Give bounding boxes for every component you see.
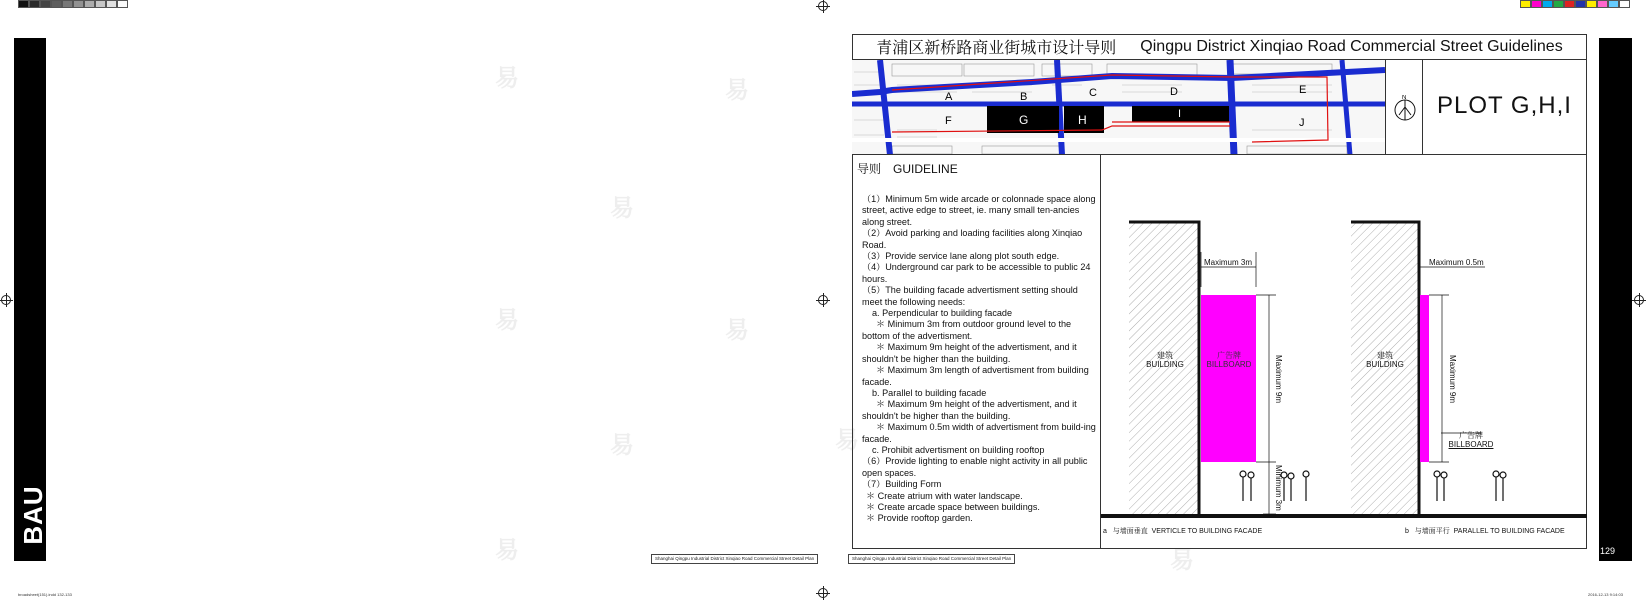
watermark: 易 <box>495 65 519 92</box>
guideline-line: （6）Provide lighting to enable night activity in all public open spaces. <box>862 456 1088 478</box>
registration-mark-left <box>1 295 11 305</box>
guideline-line: （3）Provide service lane along plot south edge. <box>862 251 1060 262</box>
caption-b-letter: b <box>1405 528 1409 535</box>
guideline-line: （7）Building Form <box>862 479 942 490</box>
plot-label-a: A <box>945 91 953 103</box>
left-billboard-label <box>1203 351 1255 369</box>
registration-mark-right <box>1634 295 1644 305</box>
plot-label-c: C <box>1089 87 1097 99</box>
caption-a-cn: 与墙面垂直 <box>1112 528 1148 535</box>
page-number: 129 <box>1600 546 1616 556</box>
right-building-label <box>1361 351 1409 369</box>
watermark: 易 <box>495 307 519 334</box>
left-max-width-label: Maximum 3m <box>1204 258 1253 267</box>
right-spine <box>1599 38 1632 561</box>
right-billboard-label-cn: 广告牌 <box>1459 431 1483 440</box>
right-max-width-label: Maximum 0.5m <box>1429 258 1484 267</box>
guideline-line: （5）The building facade advertisment setting should meet the following needs: <box>862 285 1078 307</box>
page-title-en: Qingpu District Xinqiao Road Commercial Street Guidelines <box>1140 37 1563 55</box>
left-max-height-label: Maximum 9m <box>1274 355 1283 404</box>
plot-label-h: H <box>1078 113 1087 127</box>
guideline-line: ＊ Maximum 9m height of the advertisment, and it shouldn't be higher than the building. <box>862 399 1077 421</box>
north-arrow-icon <box>1392 95 1418 121</box>
guideline-line: b. Parallel to building facade <box>872 387 987 398</box>
guideline-line: ＊ Maximum 0.5m width of advertisment from build-ing facade. <box>862 422 1096 444</box>
caption-b-en: PARALLEL TO BUILDING FACADE <box>1453 528 1565 535</box>
guideline-line: ＊ Maximum 3m length of advertisment from building facade. <box>862 365 1089 387</box>
plot-label-b: B <box>1020 91 1028 103</box>
registration-mark-bottom <box>818 588 828 598</box>
guideline-line: c. Prohibit advertisment on building rooftop <box>872 444 1045 455</box>
plot-label-j: J <box>1299 117 1305 129</box>
watermark: 易 <box>835 427 859 454</box>
slug-right: 2016-12-13 9:14:03 <box>1588 592 1623 597</box>
caption-b-cn: 与墙面平行 <box>1414 528 1450 535</box>
right-building-label-cn: 建筑 <box>1377 351 1393 360</box>
watermark: 易 <box>495 537 519 564</box>
left-billboard <box>1201 295 1256 462</box>
guideline-line: ＊ Create atrium with water landscape. <box>866 490 1023 501</box>
page-title-cn: 青浦区新桥路商业街城市设计导则 <box>876 40 1117 57</box>
color-calibration-bar <box>1520 0 1630 8</box>
guideline-list <box>862 194 1100 525</box>
left-min-height-label: Minimum 3m <box>1274 465 1283 511</box>
left-billboard-label-en: BILLBOARD <box>1206 360 1252 369</box>
right-billboard-label-en: BILLBOARD <box>1448 440 1494 449</box>
plot-label-g: G <box>1019 113 1029 127</box>
left-building-label <box>1141 351 1189 369</box>
watermark: 易 <box>725 77 749 104</box>
guideline-heading-en: GUIDELINE <box>893 162 958 176</box>
guideline-line: ＊ Create arcade space between buildings. <box>866 501 1040 512</box>
plot-label-d: D <box>1170 86 1178 98</box>
plot-label-i: I <box>1178 108 1182 120</box>
billboard-section-diagram <box>1101 155 1587 549</box>
left-billboard-label-cn: 广告牌 <box>1217 351 1241 360</box>
guideline-line: ＊ Minimum 3m from outdoor ground level to the bottom of the advertisment. <box>862 319 1072 341</box>
guideline-heading <box>857 160 958 177</box>
watermark: 易 <box>1170 547 1194 574</box>
watermark: 易 <box>725 317 749 344</box>
bau-logo: BAU <box>18 485 48 545</box>
footer-caption-right: Shanghai Qingpu Industrial District Xinqiao Road Commercial Street Detail Plan <box>848 554 1015 564</box>
watermark: 易 <box>610 432 634 459</box>
guideline-line: ＊ Provide rooftop garden. <box>866 513 973 524</box>
watermark: 易 <box>610 195 634 222</box>
right-building-label-en: BUILDING <box>1366 360 1404 369</box>
caption-a-letter: a <box>1103 528 1107 535</box>
caption-a-en: VERTICLE TO BUILDING FACADE <box>1151 528 1263 535</box>
grayscale-bar <box>18 0 128 8</box>
footer-caption-left: Shanghai Qingpu Industrial District Xinqiao Road Commercial Street Detail Plan <box>651 554 818 564</box>
guideline-line: a. Perpendicular to building facade <box>872 308 1013 319</box>
guideline-line: （4）Underground car park to be accessible to public 24 hours. <box>862 262 1091 284</box>
left-building-label-en: BUILDING <box>1146 360 1184 369</box>
caption-a <box>1103 527 1262 536</box>
registration-mark-top <box>818 1 828 11</box>
registration-mark-center <box>818 295 828 305</box>
guideline-line: （2）Avoid parking and loading facilities along Xinqiao Road. <box>862 228 1083 250</box>
right-billboard-label <box>1447 431 1495 449</box>
guideline-line: ＊ Maximum 9m height of the advertisment, and it shouldn't be higher than the building. <box>862 342 1077 364</box>
plot-box-divider <box>1422 60 1423 155</box>
guideline-line: （1）Minimum 5m wide arcade or colonnade space along street, active edge to street, ie. many small ten-ancies along street. <box>862 194 1096 227</box>
caption-b <box>1405 527 1565 536</box>
svg-text:N: N <box>1402 95 1407 101</box>
left-building-label-cn: 建筑 <box>1157 351 1173 360</box>
slug-left: broadsheet(151).indd 132-133 <box>18 592 72 597</box>
plot-label-f: F <box>945 115 952 127</box>
plot-label-e: E <box>1299 84 1307 96</box>
right-billboard <box>1420 295 1429 462</box>
right-max-height-label: Maximum 9m <box>1448 355 1457 404</box>
page-title <box>852 34 1587 60</box>
site-plan-map <box>852 60 1385 155</box>
guideline-heading-cn: 导则 <box>857 162 882 176</box>
plot-title: PLOT G,H,I <box>1437 92 1572 119</box>
